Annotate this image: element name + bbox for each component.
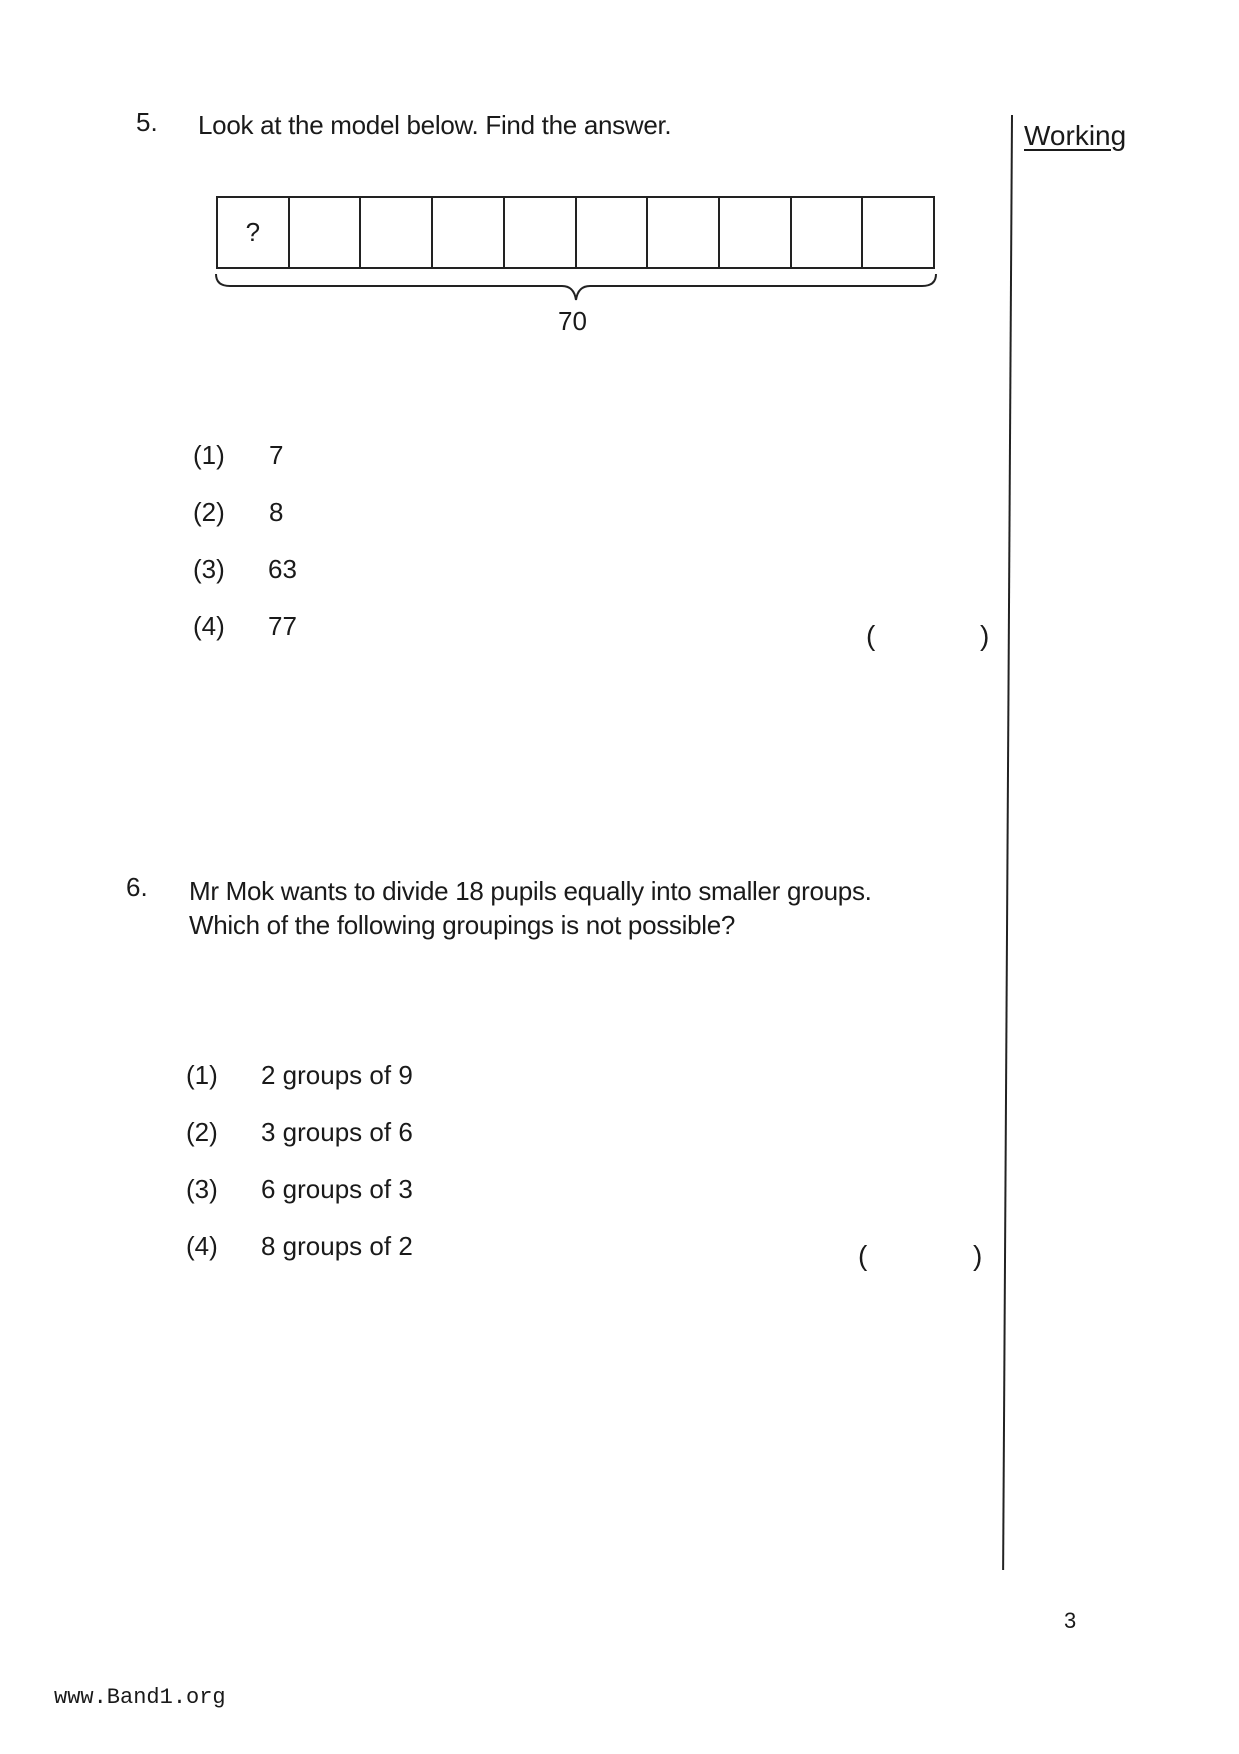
q5-option-number: (1) [193,440,225,470]
q6-option-number: (1) [186,1060,218,1090]
q5-option-number: (4) [193,611,225,641]
model-cell [792,198,864,267]
q6-option-value[interactable]: 8 groups of 2 [261,1231,413,1261]
q5-option-value[interactable]: 77 [268,611,297,641]
model-cell [505,198,577,267]
model-cell [863,198,933,267]
model-cell [290,198,362,267]
model-cell [720,198,792,267]
q5-option-value[interactable]: 8 [269,497,284,527]
model-cell [433,198,505,267]
q5-text: Look at the model below. Find the answer. [198,110,672,140]
q6-option-value[interactable]: 6 groups of 3 [261,1174,413,1204]
footer-url: www.Band1.org [54,1685,226,1710]
q6-text-line2: Which of the following groupings is not possible? [189,910,736,940]
working-divider-line [1002,115,1013,1570]
q6-number: 6. [126,872,148,902]
q5-option-number: (2) [193,497,225,527]
q5-answer-close-bracket: ) [980,620,990,651]
page-number: 3 [1064,1608,1077,1633]
q6-answer-close-bracket: ) [973,1240,983,1271]
q6-option-number: (2) [186,1117,218,1147]
q6-option-number: (4) [186,1231,218,1261]
bar-model [216,196,935,269]
model-total-label: 70 [558,306,587,336]
q5-option-number: (3) [193,554,225,584]
q5-answer-open-bracket: ( [866,620,876,651]
model-cell [648,198,720,267]
model-cell [577,198,649,267]
working-label: Working [1024,120,1127,151]
q6-option-value[interactable]: 3 groups of 6 [261,1117,413,1147]
q6-option-number: (3) [186,1174,218,1204]
q5-number: 5. [136,107,158,137]
model-cell [361,198,433,267]
model-brace [214,272,938,308]
q6-answer-open-bracket: ( [858,1240,868,1271]
q5-option-value[interactable]: 7 [269,440,284,470]
q6-option-value[interactable]: 2 groups of 9 [261,1060,413,1090]
q5-option-value[interactable]: 63 [268,554,297,584]
model-cell: ? [218,198,290,267]
q6-text-line1: Mr Mok wants to divide 18 pupils equally into smaller groups. [189,876,872,906]
